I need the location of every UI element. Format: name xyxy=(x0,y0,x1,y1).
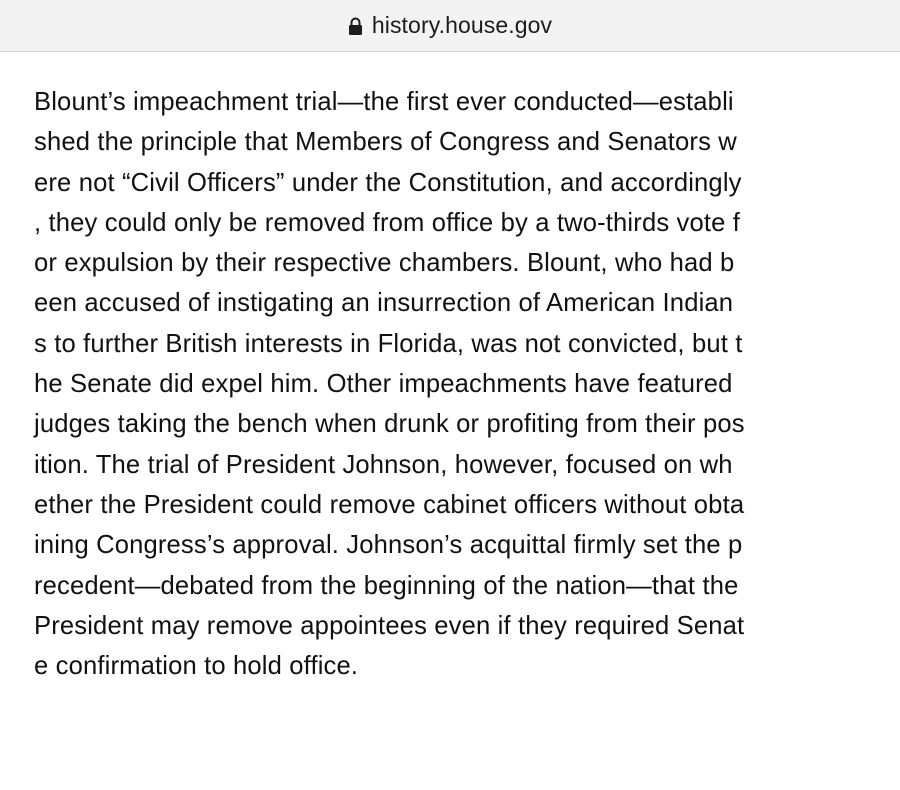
article-line: e confirmation to hold office. xyxy=(34,652,359,681)
article-line: ining Congress’s approval. Johnson’s acquittal firmly set the p xyxy=(34,531,743,560)
article-line: he Senate did expel him. Other impeachments have featured xyxy=(34,370,733,399)
article-line: een accused of instigating an insurrection of American Indian xyxy=(34,289,734,318)
url-text[interactable]: history.house.gov xyxy=(371,12,553,38)
article-line: ether the President could remove cabinet officers without obta xyxy=(34,490,745,519)
article-line: s to further British interests in Florida, was not convicted, but t xyxy=(34,329,743,358)
article-body xyxy=(34,82,874,686)
address-bar[interactable] xyxy=(0,0,900,52)
article-line: shed the principle that Members of Congress and Senators w xyxy=(34,128,737,157)
url-display[interactable] xyxy=(348,12,552,39)
article-line: recedent—debated from the beginning of the nation—that the xyxy=(34,571,739,600)
lock-icon xyxy=(348,17,363,36)
article-line: Blount’s impeachment trial—the first ever conducted—establi xyxy=(34,88,734,116)
article-line: ition. The trial of President Johnson, however, focused on wh xyxy=(34,450,733,479)
article-line: judges taking the bench when drunk or profiting from their pos xyxy=(34,410,745,439)
article-line: President may remove appointees even if they required Senat xyxy=(34,611,745,640)
article-line: or expulsion by their respective chambers. Blount, who had b xyxy=(34,249,735,278)
article-line: , they could only be removed from office by a two-thirds vote f xyxy=(34,208,741,237)
article-line: ere not “Civil Officers” under the Constitution, and accordingly xyxy=(34,168,742,197)
